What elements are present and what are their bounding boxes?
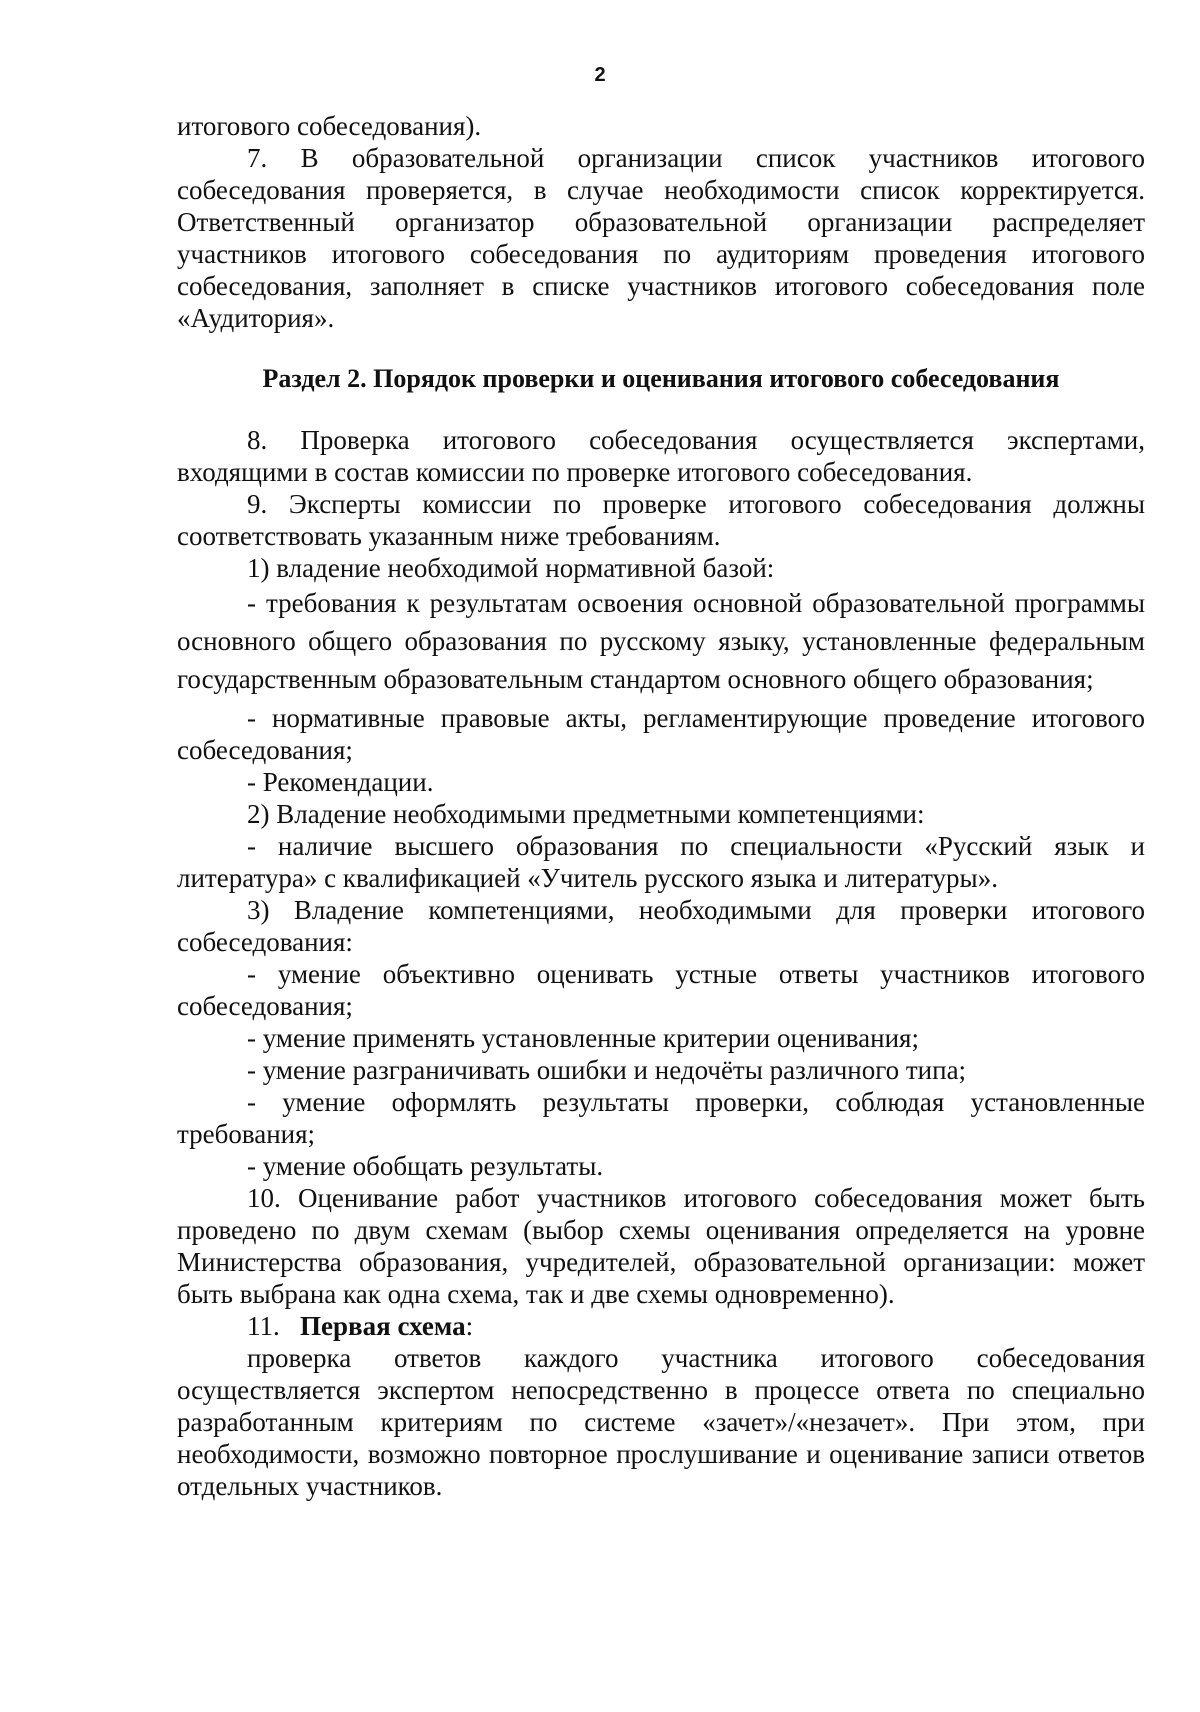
requirement-1: 1) владение необходимой нормативной базой: [247,553,775,583]
requirement-3-item-d: - умение оформлять результаты проверки, соблюдая установленные требования; [177,1087,1145,1149]
requirement-3-item-e: - умение обобщать результаты. [247,1151,604,1181]
paragraph-continuation: итогового собеседования). [177,111,482,141]
paragraph-11-title: Первая схема [300,1311,466,1341]
requirement-3-item-b: - умение применять установленные критерии оценивания; [247,1023,919,1053]
requirement-1-item-c: - Рекомендации. [247,767,434,797]
paragraph-8: 8. Проверка итогового собеседования осуществляется экспертами, входящими в состав комиссии по проверке итогового собеседования. [177,425,1145,487]
paragraph-11-colon: : [465,1311,474,1341]
requirement-3: 3) Владение компетенциями, необходимыми для проверки итогового собеседования: [177,895,1145,957]
paragraph-11-title-line [177,1310,1145,1342]
requirement-1-item-b: - нормативные правовые акты, регламентирующие проведение итогового собеседования; [177,703,1145,765]
page-number: 2 [594,64,606,86]
paragraph-11-number: 11. [247,1311,280,1341]
paragraph-7: 7. В образовательной организации список участников итогового собеседования проверяется, в случае необходимости список корректируется. Ответственный организатор образовательной организации распределяет участников итогового собеседования по аудиториям проведения итогового собеседования, заполняет в списке участников итогового собеседования поле «Аудитория». [177,143,1145,333]
section-heading: Раздел 2. Порядок проверки и оценивания итогового собеседования [262,364,1060,393]
requirement-2-item-a: - наличие высшего образования по специальности «Русский язык и литература» с квалификацией «Учитель русского языка и литературы». [177,831,1145,893]
requirement-3-item-a: - умение объективно оценивать устные ответы участников итогового собеседования; [177,959,1145,1021]
requirement-2: 2) Владение необходимыми предметными компетенциями: [247,799,925,829]
document-body [177,110,1145,1502]
requirement-1-item-a: - требования к результатам освоения основной образовательной программы основного общего образования по русскому языку, установленные федеральным государственным образовательным стандартом основного общего образования; [177,588,1145,694]
paragraph-11-body: проверка ответов каждого участника итогового собеседования осуществляется экспертом непосредственно в процессе ответа по специально разработанным критериям по системе «зачет»/«незачет». При этом, при необходимости, возможно повторное прослушивание и оценивание записи ответов отдельных участников. [177,1343,1145,1501]
paragraph-9: 9. Эксперты комиссии по проверке итогового собеседования должны соответствовать указанным ниже требованиям. [177,489,1145,551]
requirement-3-item-c: - умение разграничивать ошибки и недочёты различного типа; [247,1055,967,1085]
paragraph-10: 10. Оценивание работ участников итогового собеседования может быть проведено по двум схемам (выбор схемы оценивания определяется на уровне Министерства образования, учредителей, образовательной организации: может быть выбрана как одна схема, так и две схемы одновременно). [177,1183,1145,1309]
